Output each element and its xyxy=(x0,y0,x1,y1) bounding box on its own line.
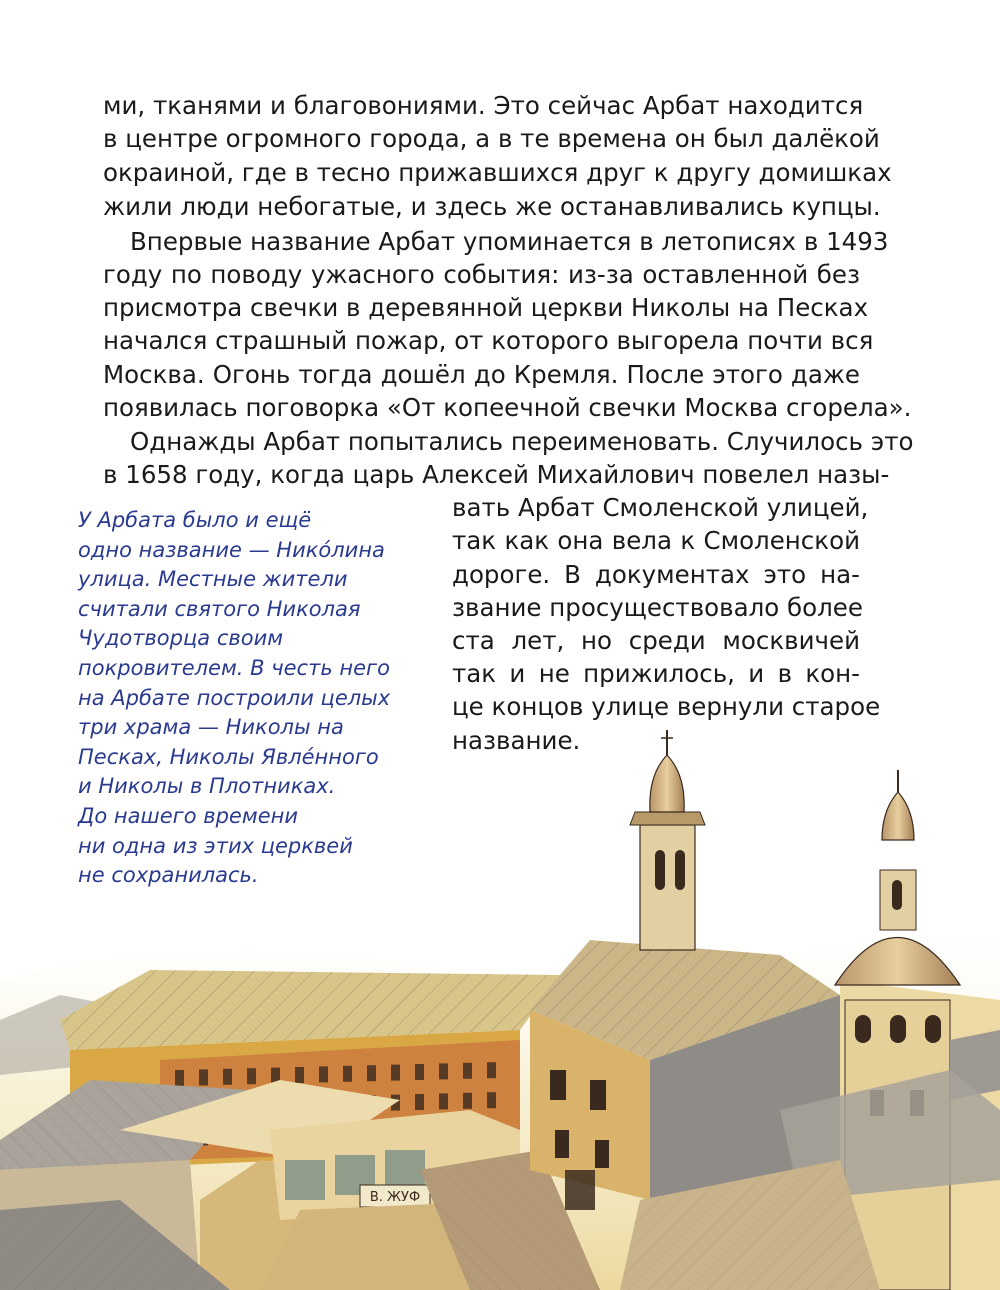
building-window xyxy=(247,1068,256,1084)
text-line-right: дороге. В документах это на- xyxy=(452,560,860,589)
building-window xyxy=(439,1063,448,1079)
sidebar-line: одно название — Нико́лина xyxy=(78,537,385,562)
sidebar-line: покровителем. В честь него xyxy=(78,655,390,680)
text-line: в центре огромного города, а в те времена он был далёкой xyxy=(103,124,880,153)
sidebar-line: Чудотворца своим xyxy=(78,626,284,651)
text-line-right: звание просуществовало более xyxy=(452,593,863,622)
text-line: начался страшный пожар, от которого выгорела почти вся xyxy=(103,326,874,355)
text-line-right: ста лет, но среди москвичей xyxy=(452,626,860,655)
building-window xyxy=(319,1066,328,1082)
building-window xyxy=(487,1092,496,1108)
text-line: Однажды Арбат попытались переименовать. Случилось это xyxy=(130,427,914,456)
sidebar-line: не сохранилась. xyxy=(78,863,259,888)
sidebar-line: на Арбате построили целых xyxy=(78,685,391,710)
sidebar-line: Песках, Николы Явле́нного xyxy=(78,744,379,769)
sidebar-line: и Николы в Плотниках. xyxy=(78,774,336,799)
text-line: присмотра свечки в деревянной церкви Николы на Песках xyxy=(103,293,869,322)
text-line-right: так как она вела к Смоленской xyxy=(452,526,860,555)
building-window xyxy=(487,1062,496,1078)
text-line: Впервые название Арбат упоминается в летописях в 1493 xyxy=(130,227,889,256)
text-line-right: вать Арбат Смоленской улицей, xyxy=(452,493,869,522)
arbat-illustration xyxy=(0,730,1000,1290)
building-window xyxy=(223,1069,232,1085)
building-window xyxy=(175,1070,184,1086)
building-window xyxy=(439,1093,448,1109)
text-line: в 1658 году, когда царь Алексей Михайлович повелел назы- xyxy=(103,460,890,489)
text-line: окраиной, где в тесно прижавшихся друг к другу домишках xyxy=(103,158,892,187)
sidebar-line: считали святого Николая xyxy=(78,596,361,621)
building-window xyxy=(391,1065,400,1081)
building-window xyxy=(415,1094,424,1110)
building-window xyxy=(295,1067,304,1083)
building-window xyxy=(199,1069,208,1085)
text-line-right: название. xyxy=(452,726,581,755)
sidebar-line: три храма — Николы на xyxy=(78,715,344,740)
text-line: появилась поговорка «От копеечной свечки Москва сгорела». xyxy=(103,393,912,422)
text-line: Москва. Огонь тогда дошёл до Кремля. После этого даже xyxy=(103,360,860,389)
text-line: жили люди небогатые, и здесь же останавливались купцы. xyxy=(103,192,881,221)
building-window xyxy=(463,1063,472,1079)
building-window xyxy=(343,1066,352,1082)
text-line: ми, тканями и благовониями. Это сейчас Арбат находится xyxy=(103,91,864,120)
building-window xyxy=(367,1065,376,1081)
building-window xyxy=(415,1064,424,1080)
text-line-right: це концов улице вернули старое xyxy=(452,692,881,721)
sidebar-line: ни одна из этих церквей xyxy=(78,833,353,858)
sidebar-line: До нашего времени xyxy=(78,803,298,828)
text-line-right: так и не прижилось, и в кон- xyxy=(452,659,860,688)
sidebar-line: улица. Местные жители xyxy=(78,567,348,592)
sidebar-line: У Арбата было и ещё xyxy=(78,508,312,532)
building-window xyxy=(463,1093,472,1109)
shop-sign: В. ЖУФ xyxy=(369,1190,421,1205)
text-line: году по поводу ужасного события: из-за оставленной без xyxy=(103,260,860,289)
